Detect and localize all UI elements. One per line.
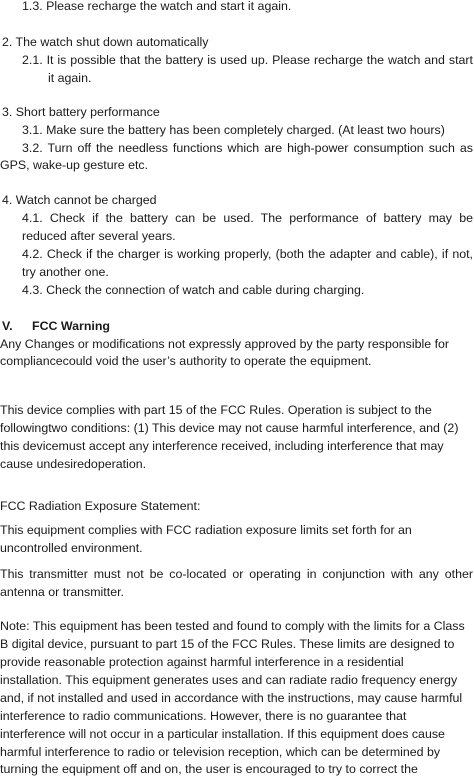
- note-line-5: and, if not installed and used in accordance with the instructions, may cause harmful: [0, 691, 463, 705]
- fcc-paragraph-1: Any Changes or modifications not expressly approved by the party responsible for: [0, 337, 450, 351]
- fcc-heading: FCC Warning: [32, 319, 111, 333]
- radiation-heading: FCC Radiation Exposure Statement:: [0, 499, 201, 513]
- fcc-paragraph-1-cont: compliancecould void the user’s authority to operate the equipment.: [0, 354, 372, 368]
- note-line-7: interference will not occur in a particular installation. If this equipment does cause: [0, 727, 445, 741]
- note-line-9: turning the equipment off and on, the user is encouraged to try to correct the: [0, 762, 418, 776]
- item-4-1-cont: reduced after several years.: [22, 229, 176, 243]
- item-3-2: 3.2. Turn off the needless functions which are high-power consumption such as: [22, 141, 473, 155]
- item-3-1: 3.1. Make sure the battery has been completely charged. (At least two hours): [22, 123, 445, 137]
- note-line-4: installation. This equipment generates uses and can radiate radio frequency energy: [0, 673, 458, 687]
- note-line-3: provide reasonable protection against harmful interference in a residential: [0, 655, 404, 669]
- item-2-1: 2.1. It is possible that the battery is used up. Please recharge the watch and start: [22, 53, 473, 67]
- note-line-8: harmful interference to radio or television reception, which can be determined by: [0, 745, 441, 759]
- item-4-2: 4.2. Check if the charger is working properly, (both the adapter and cable), if not,: [22, 247, 473, 261]
- transmitter-paragraph-cont: antenna or transmitter.: [0, 585, 124, 599]
- section-2-heading: 2. The watch shut down automatically: [2, 35, 209, 49]
- note-line-6: interference to radio communications. However, there is no guarantee that: [0, 709, 407, 723]
- item-4-3: 4.3. Check the connection of watch and cable during charging.: [22, 283, 365, 297]
- fcc-heading-number: V.: [2, 319, 13, 333]
- item-2-1-cont: it again.: [48, 71, 92, 85]
- item-4-1: 4.1. Check if the battery can be used. The performance of battery may be: [22, 211, 473, 225]
- note-paragraph: Note: This equipment has been tested and found to comply with the limits for a Class: [0, 619, 465, 633]
- item-3-2-cont: GPS, wake-up gesture etc.: [0, 158, 149, 172]
- fcc-paragraph-2: This device complies with part 15 of the FCC Rules. Operation is subject to the: [0, 403, 432, 417]
- section-3-heading: 3. Short battery performance: [2, 105, 160, 119]
- item-4-2-cont: try another one.: [22, 265, 109, 279]
- transmitter-paragraph: This transmitter must not be co-located or operating in conjunction with any other: [0, 567, 473, 581]
- fcc-paragraph-2-cont-1: followingtwo conditions: (1) This device may not cause harmful interference, and (2): [0, 421, 459, 435]
- fcc-paragraph-2-cont-3: cause undesiredoperation.: [0, 457, 147, 471]
- radiation-paragraph-cont: uncontrolled environment.: [0, 541, 143, 555]
- section-4-heading: 4. Watch cannot be charged: [2, 193, 157, 207]
- radiation-paragraph: This equipment complies with FCC radiation exposure limits set forth for an: [0, 523, 412, 537]
- note-line-2: B digital device, pursuant to part 15 of the FCC Rules. These limits are designed to: [0, 637, 455, 651]
- fcc-paragraph-2-cont-2: this devicemust accept any interference received, including interference that may: [0, 439, 444, 453]
- item-1-3: 1.3. Please recharge the watch and start it again.: [22, 0, 292, 13]
